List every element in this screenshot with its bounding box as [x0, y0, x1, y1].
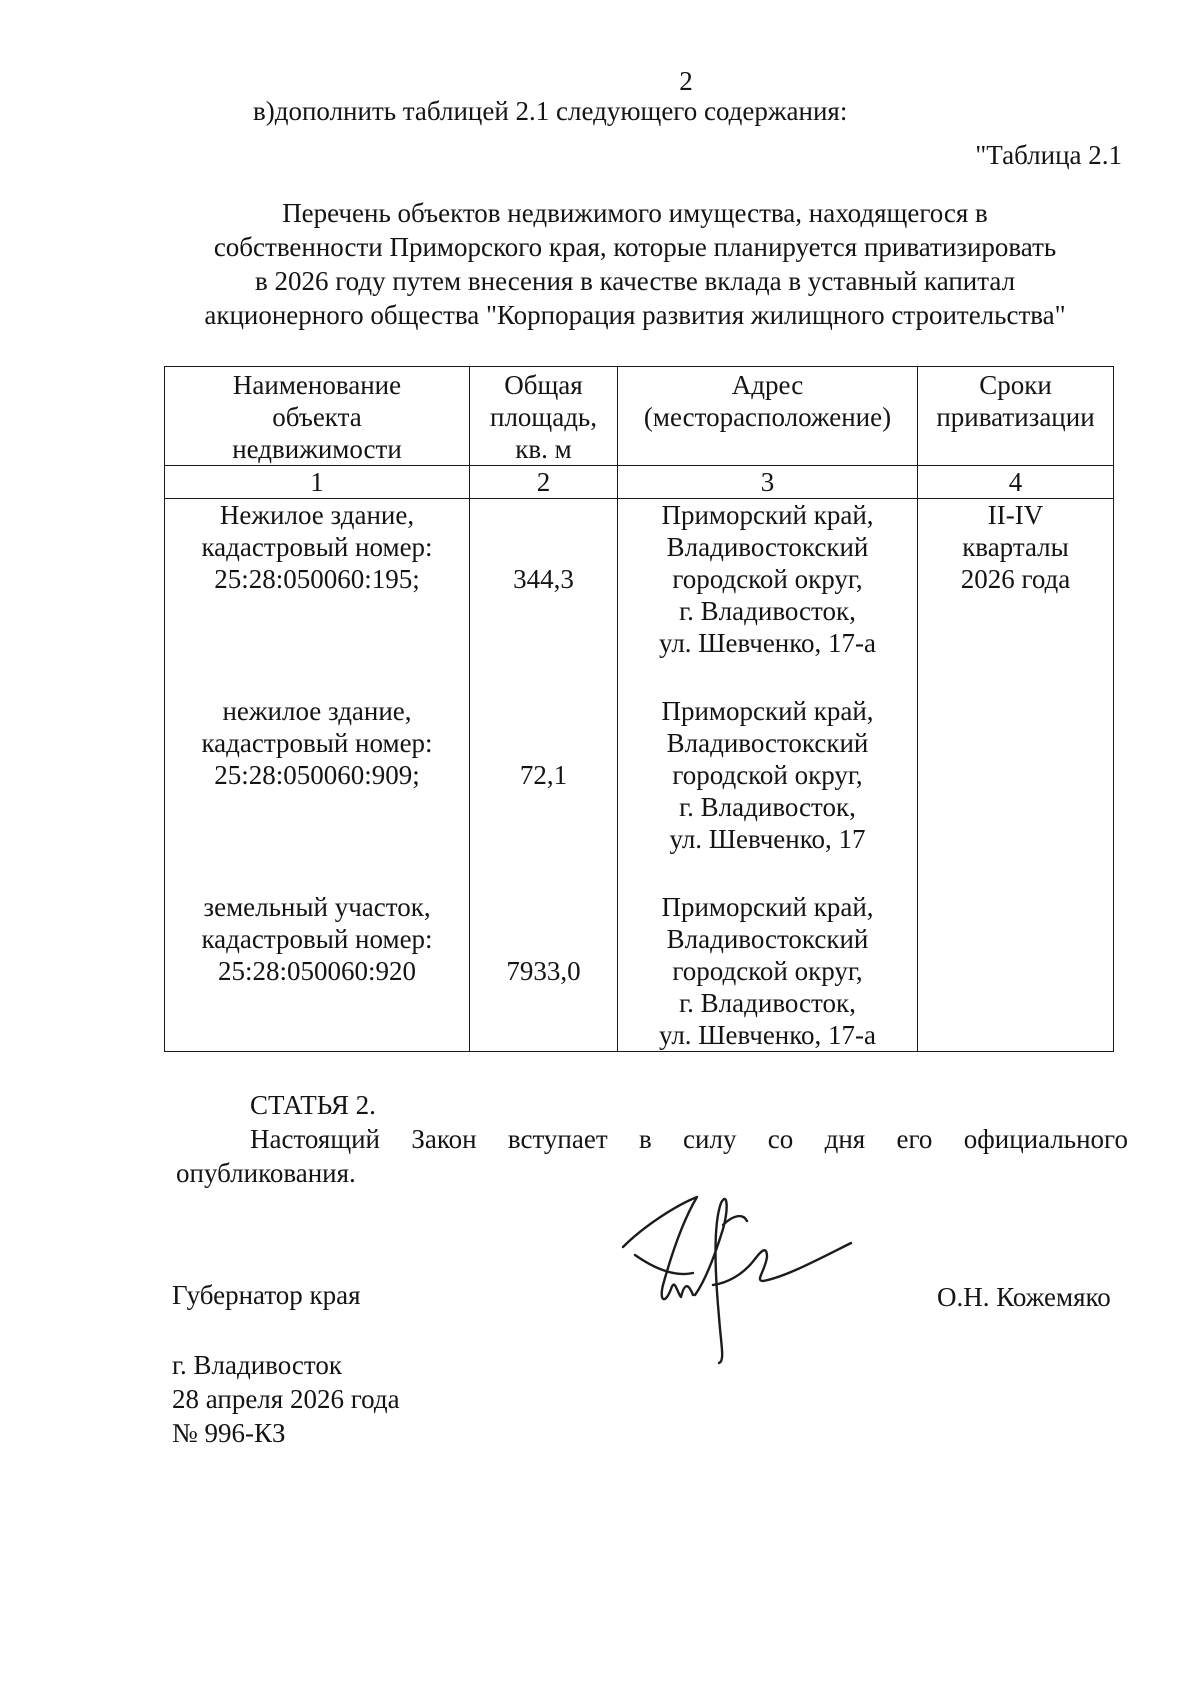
- privatization-term: II-IV кварталы 2026 года: [918, 499, 1114, 660]
- article-text-continued: опубликования.: [176, 1158, 356, 1188]
- signing-date: 28 апреля 2026 года: [172, 1384, 400, 1414]
- header-term: Сроки приватизации: [918, 367, 1114, 466]
- signatory-name: О.Н. Кожемяко: [937, 1282, 1111, 1312]
- object-area: 72,1: [470, 695, 618, 855]
- table-row: [165, 891, 1114, 1052]
- header-name: Наименование объекта недвижимости: [165, 367, 470, 466]
- object-address: Приморский край, Владивостокский городской округ, г. Владивосток, ул. Шевченко, 17: [618, 695, 918, 855]
- row-spacer: [165, 855, 1114, 891]
- column-number: 2: [470, 466, 618, 499]
- privatization-term: [918, 695, 1114, 855]
- heading-line: Перечень объектов недвижимого имущества, находящегося в: [282, 198, 988, 228]
- header-area: Общая площадь, кв. м: [470, 367, 618, 466]
- table-heading: [160, 196, 1110, 332]
- page-number: 2: [679, 66, 693, 96]
- row-spacer: [165, 659, 1114, 695]
- table-header-row: [165, 367, 1114, 466]
- article-word: со: [767, 1124, 794, 1154]
- object-name: Нежилое здание, кадастровый номер: 25:28:050060:195;: [165, 499, 470, 660]
- object-area: 7933,0: [470, 891, 618, 1052]
- heading-line: собственности Приморского края, которые планируется приватизировать: [213, 232, 1057, 262]
- object-address: Приморский край, Владивостокский городской округ, г. Владивосток, ул. Шевченко, 17-а: [618, 891, 918, 1052]
- article-word: официального: [963, 1124, 1128, 1154]
- article-title: СТАТЬЯ 2.: [250, 1090, 376, 1120]
- article-text-line: [250, 1124, 1128, 1155]
- article-word: силу: [683, 1124, 737, 1154]
- column-number: 1: [165, 466, 470, 499]
- heading-line: акционерного общества "Корпорация развития жилищного строительства": [204, 300, 1066, 330]
- privatization-term: [918, 891, 1114, 1052]
- table-label: "Таблица 2.1: [975, 140, 1122, 170]
- table-row: [165, 695, 1114, 855]
- object-area: 344,3: [470, 499, 618, 660]
- article-word: его: [896, 1124, 933, 1154]
- article-word: в: [638, 1124, 652, 1154]
- intro-text: в)дополнить таблицей 2.1 следующего содержания:: [253, 96, 848, 126]
- header-address: Адрес (месторасположение): [618, 367, 918, 466]
- object-name: нежилое здание, кадастровый номер: 25:28:050060:909;: [165, 695, 470, 855]
- place-of-signing: г. Владивосток: [172, 1350, 342, 1380]
- article-word: Закон: [411, 1124, 477, 1154]
- handwritten-signature: [615, 1185, 875, 1365]
- column-number-row: [165, 466, 1114, 499]
- column-number: 4: [918, 466, 1114, 499]
- object-name: земельный участок, кадастровый номер: 25:28:050060:920: [165, 891, 470, 1052]
- table-row: [165, 499, 1114, 660]
- object-address: Приморский край, Владивостокский городской округ, г. Владивосток, ул. Шевченко, 17-а: [618, 499, 918, 660]
- property-table: [164, 366, 1114, 1052]
- heading-line: в 2026 году путем внесения в качестве вклада в уставный капитал: [254, 266, 1016, 296]
- law-number: № 996-КЗ: [172, 1418, 286, 1448]
- column-number: 3: [618, 466, 918, 499]
- article-word: вступает: [507, 1124, 608, 1154]
- article-word: Настоящий: [250, 1124, 381, 1154]
- signatory-position: Губернатор края: [172, 1280, 361, 1310]
- article-word: дня: [824, 1124, 866, 1154]
